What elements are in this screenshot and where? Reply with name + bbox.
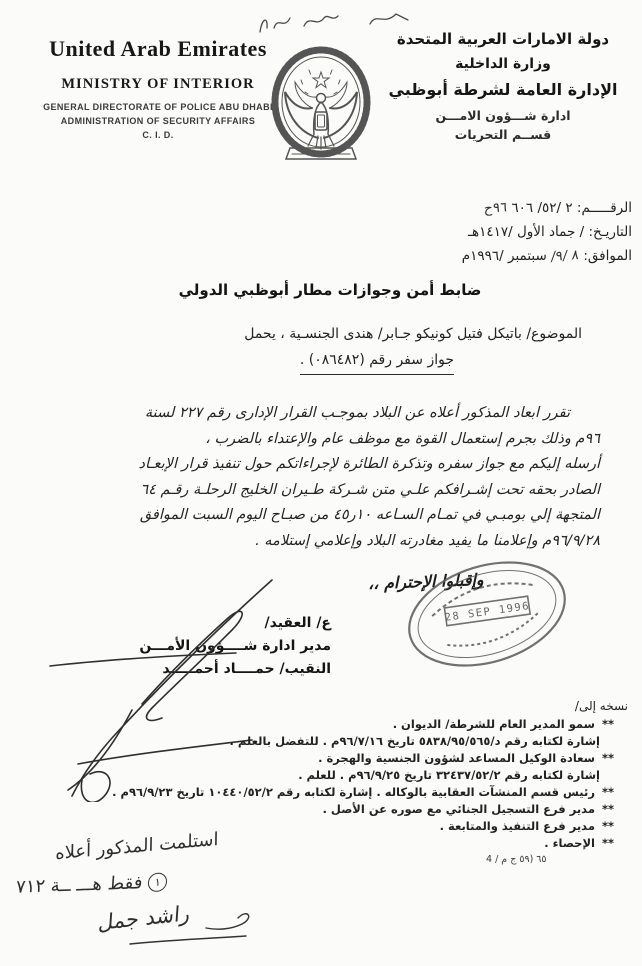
body-line: تقرر ابعاد المذكور أعلاه عن البلاد بموجـب القرار الإدارى رقم ٢٢٧ لسنة bbox=[144, 405, 570, 421]
handwritten-flourish bbox=[120, 900, 260, 956]
letterhead-directorate-en: GENERAL DIRECTORATE OF POLICE ABU DHABI bbox=[43, 102, 273, 112]
subject-block bbox=[57, 321, 582, 375]
signature-for-line: ع/ العقيد/ bbox=[264, 615, 331, 631]
signature-name-line: النقيب/ حمــــاد أحمـــــد bbox=[162, 661, 331, 677]
bullet-asterisks: ** bbox=[601, 785, 614, 799]
copy-item-text: سمو المدير العام للشرطة/ الديوان . bbox=[392, 717, 595, 731]
copies-label: نسخه إلى/ bbox=[574, 699, 628, 713]
handwritten-note-2-text: فقط هـــ ــة ٧١٢ bbox=[15, 872, 144, 898]
bullet-asterisks: ** bbox=[601, 819, 614, 833]
copy-item-reference bbox=[29, 767, 614, 783]
reference-corresponding-row bbox=[356, 244, 632, 268]
copy-item bbox=[29, 716, 614, 732]
letterhead-ministry-en: MINISTRY OF INTERIOR bbox=[61, 76, 255, 92]
bullet-asterisks: ** bbox=[601, 836, 614, 850]
copy-item-text: سعادة الوكيل المساعد لشؤون الجنسية والهجرة . bbox=[318, 751, 595, 765]
copy-item-text: إشارة لكتابه رقم د/٥٨٣٨/٩٥/٥٦٥ تاريخ ٩٦/٧/١٦م . للتفضل بالعلم . bbox=[229, 734, 600, 748]
reference-number-label: الرقـــــم: bbox=[576, 200, 632, 216]
copy-item-text: الإحصاء . bbox=[544, 836, 595, 850]
reference-corresponding-value: سبتمبر /١٩٩٦م bbox=[461, 248, 547, 264]
bullet-asterisks: ** bbox=[601, 751, 614, 765]
copy-item bbox=[29, 818, 614, 834]
copy-item-reference bbox=[29, 733, 614, 749]
copy-item-text: مدير فرع التنفيذ والمتابعة . bbox=[439, 819, 595, 833]
bullet-asterisks: ** bbox=[601, 802, 614, 816]
oval-date-stamp bbox=[390, 538, 584, 691]
police-eagle-emblem-icon bbox=[268, 42, 374, 170]
bullet-asterisks: ** bbox=[601, 717, 614, 731]
form-number: ٦٥ (٥٩ ج م / 4 bbox=[486, 854, 547, 865]
copy-item-text: مدير فرع التسجيل الجنائي مع صوره عن الأصل . bbox=[322, 802, 595, 816]
subject-line2-passport: جواز سفر رقم (٠٨٦٤٨٢) . bbox=[300, 347, 454, 375]
handwritten-note-2 bbox=[15, 871, 172, 897]
letterhead-department-en: C. I. D. bbox=[142, 130, 174, 140]
reference-number-handwritten: ٩٦ح bbox=[483, 199, 508, 217]
signature-title-line: مدير ادارة شــــؤون الأمـــن bbox=[139, 638, 331, 654]
reference-date-row bbox=[356, 220, 632, 244]
body-line: ٩٦/٩/٢٨م وإعلامنا ما يفيد مغادرته البلاد وإعلامي إستلامه . bbox=[255, 532, 600, 549]
letterhead-directorate-ar: الإدارة العامة لشرطة أبوظبي bbox=[388, 80, 618, 99]
letterhead-ministry-ar: وزارة الداخلية bbox=[455, 56, 551, 72]
body-line: ٩٦م وذلك بجرم إستعمال القوة مع موظف عام والإعتداء بالضرب ، bbox=[205, 430, 600, 447]
stamp-date: 28 SEP 1996 bbox=[443, 600, 531, 624]
handwritten-signature-name: راشد جمل bbox=[97, 901, 191, 935]
letterhead-department-ar: قســم التحريات bbox=[454, 127, 552, 142]
closing-salutation: وإقبلوا الإحترام ،، bbox=[368, 569, 485, 594]
letterhead-english bbox=[8, 36, 308, 140]
reference-number-row bbox=[356, 196, 632, 220]
letterhead-administration-ar: ادارة شـــؤون الامـــن bbox=[435, 108, 571, 123]
letterhead-country-ar: دولة الامارات العربية المتحدة bbox=[396, 30, 610, 48]
reference-number-value: ٢ /٥٢/ ٦٠٦ bbox=[511, 200, 573, 216]
letterhead-arabic bbox=[368, 30, 638, 142]
reference-corresponding-handwritten: ٨ /٩/ bbox=[550, 246, 580, 266]
letterhead-administration-en: ADMINISTRATION OF SECURITY AFFAIRS bbox=[60, 116, 256, 126]
subject-line1: الموضوع/ باتيكل فتيل كونيكو جـابر/ هندى الجنسـية ، يحمل bbox=[244, 326, 582, 342]
reference-date-value: / جماد الأول /١٤١٧هـ bbox=[468, 224, 585, 240]
body-line: الصادر بحقه تحت إشـرافكم علـي متن شـركة طـيران الخليج الرحلـة رقـم ٦٤ bbox=[140, 481, 600, 498]
letterhead-country-en: United Arab Emirates bbox=[49, 36, 267, 61]
body-paragraph bbox=[40, 401, 600, 554]
reference-corresponding-label: الموافق: bbox=[583, 248, 632, 264]
copy-item-text: رئيس قسم المنشآت العقابية بالوكاله . إشارة لكتابه رقم ١٠٤٤٠/٥٢/٢ تاريخ ٩٦/٩/٢٣م . bbox=[112, 785, 595, 799]
addressee-line: ضابط أمن وجوازات مطار أبوظبي الدولي bbox=[178, 281, 482, 299]
copy-item bbox=[29, 784, 614, 800]
circled-number: ١ bbox=[148, 872, 168, 892]
copy-item-text: إشارة لكتابه رقم ٣٢٤٣٧/٥٢/٢ تاريخ ٩٦/٩/٢٥م . للعلم . bbox=[298, 768, 600, 782]
handwritten-receipt-note: استلمت المذكور أعلاه bbox=[55, 828, 219, 865]
body-line: أرسله إليكم مع جواز سفره وتذكرة الطائرة لإجراءاتكم حول تنفيذ قرار الإبعـاد bbox=[138, 456, 600, 472]
copy-item bbox=[29, 750, 614, 766]
reference-block bbox=[356, 196, 632, 268]
copies-list bbox=[29, 716, 614, 852]
reference-date-label: التاريـخ: bbox=[588, 224, 632, 240]
body-line: المتجهة إلي بومبـي في تمـام السـاعه ١٠ر٤٥ من صبـاح اليوم السبت الموافق bbox=[139, 507, 600, 523]
copy-item bbox=[29, 801, 614, 817]
